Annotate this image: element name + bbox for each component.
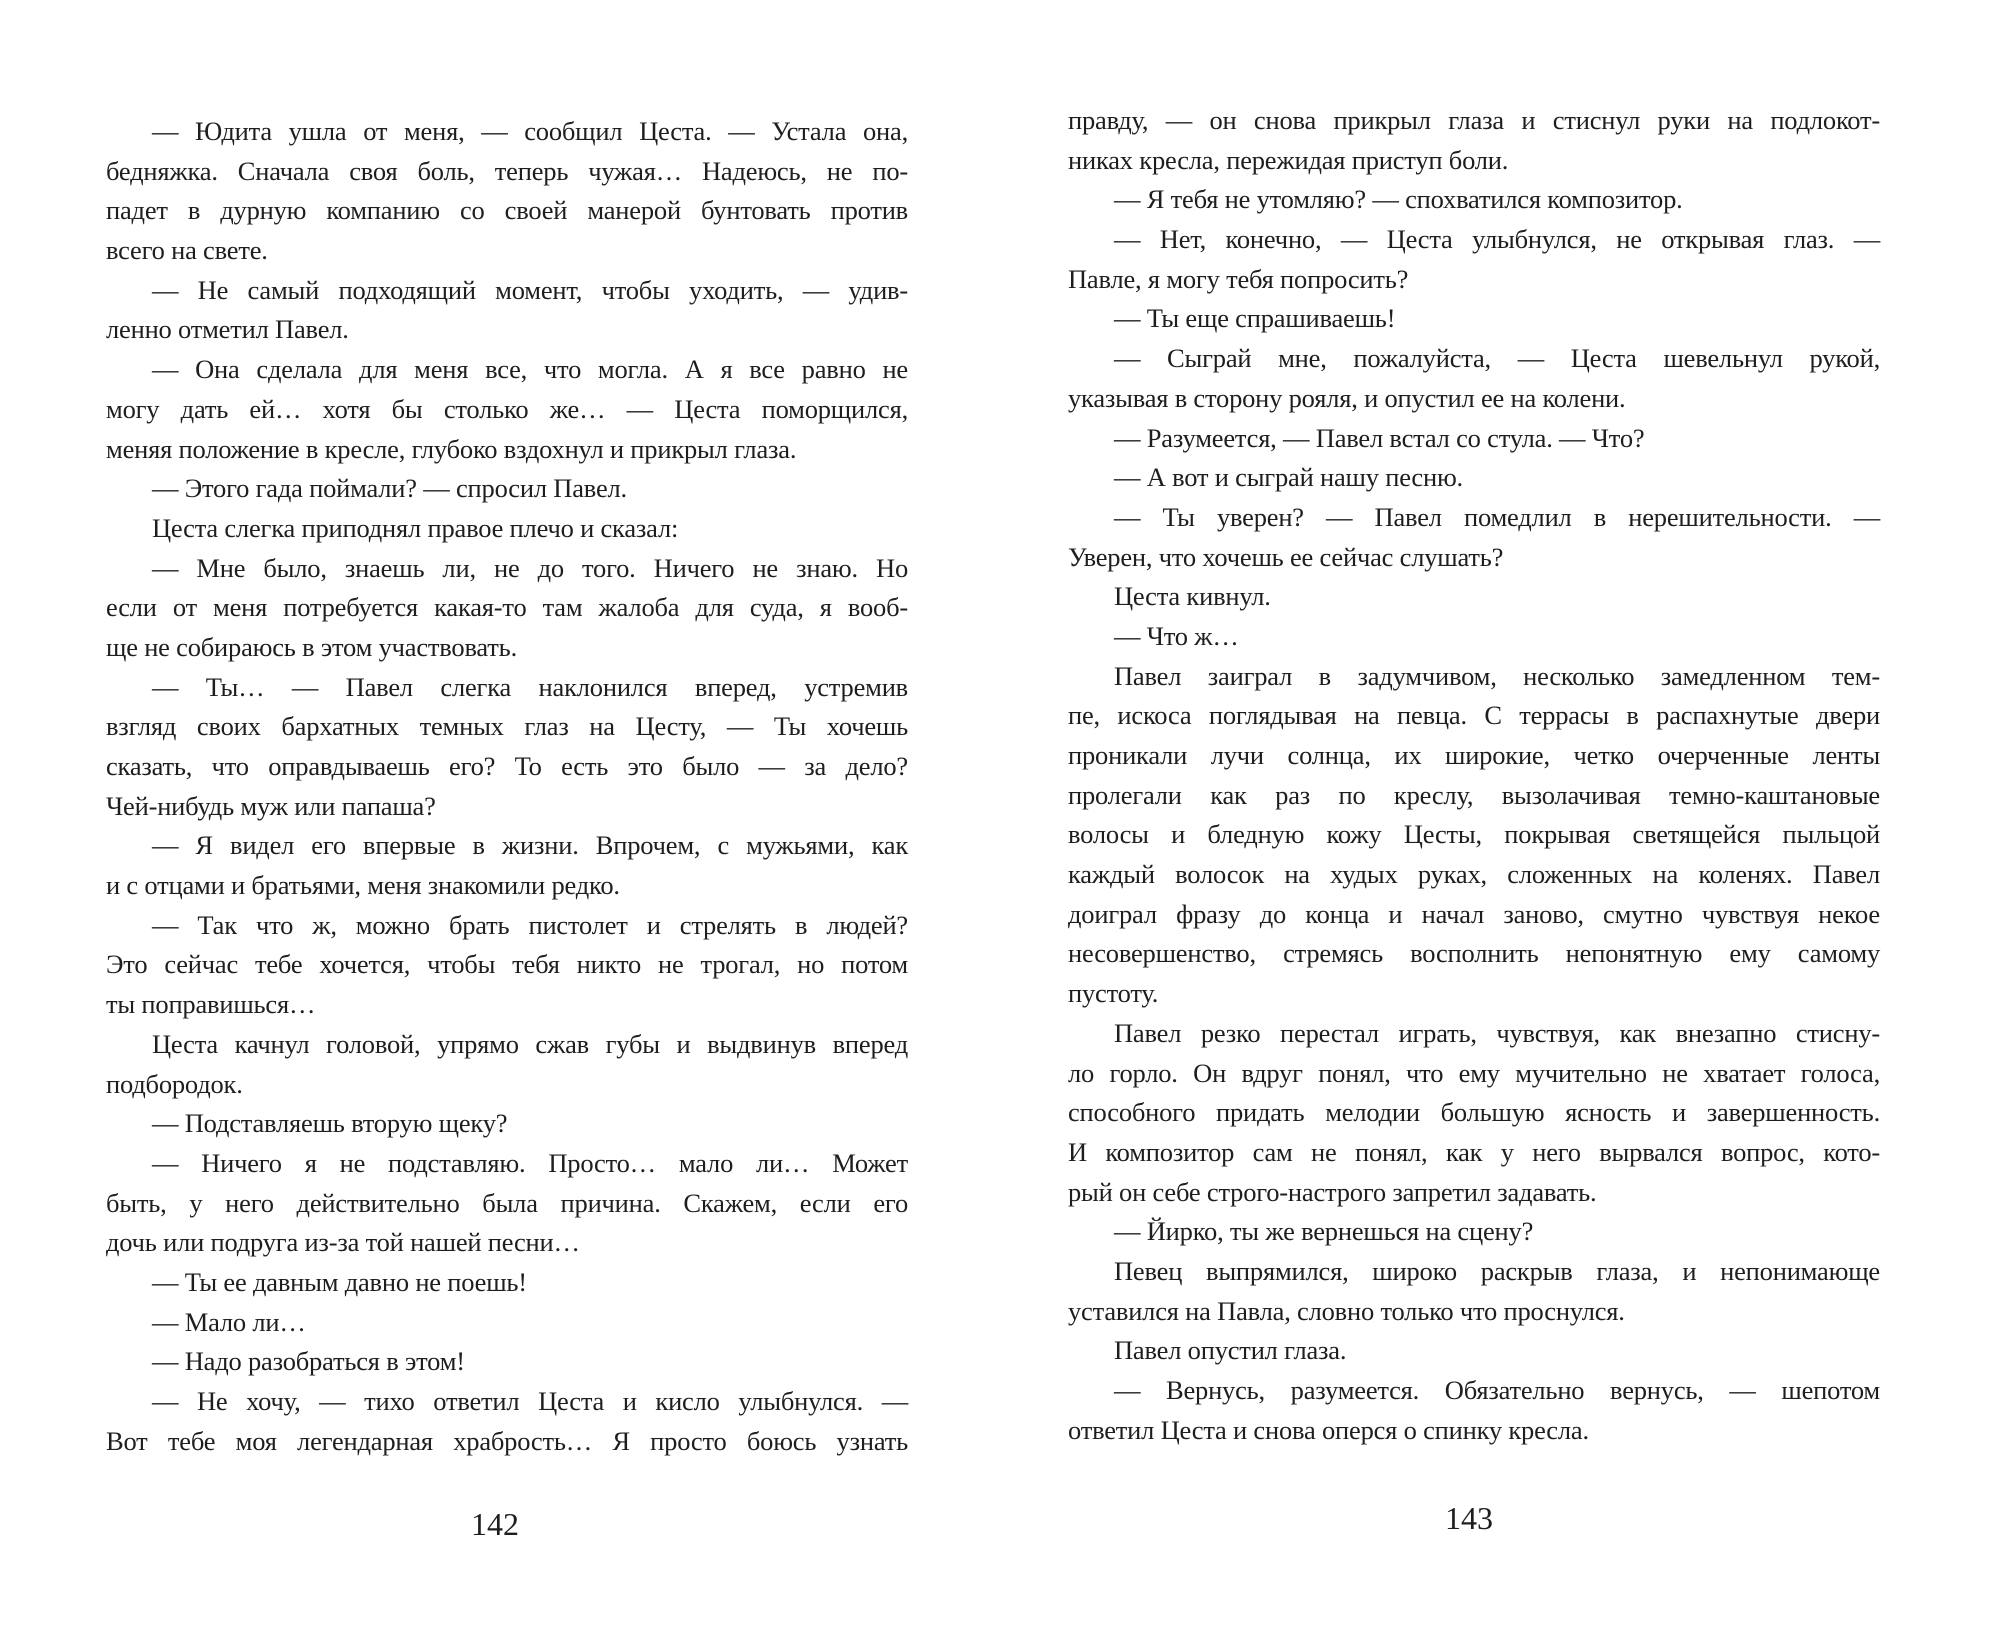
paragraph [1068, 1331, 1880, 1371]
paragraph [1068, 299, 1880, 339]
text-line: несовершенство, стремясь восполнить непонятную ему самому [1068, 938, 1880, 969]
text-line: — Я тебя не утомляю? — спохватился композитор. [1114, 184, 1683, 215]
text-line: Уверен, что хочешь ее сейчас слушать? [1068, 541, 1504, 572]
text-line: — Так что ж, можно брать пистолет и стрелять в людей? [152, 909, 908, 940]
text-line: сказать, что оправдываешь его? То есть это было — за дело? [106, 751, 908, 781]
text-line: никах кресла, пережидая приступ боли. [1068, 144, 1509, 175]
paragraph [106, 1303, 908, 1343]
text-line: Павел резко перестал играть, чувствуя, как внезапно стисну- [1114, 1017, 1880, 1048]
text-line: Павле, я могу тебя попросить? [1068, 263, 1409, 294]
text-line: меняя положение в кресле, глубоко вздохнул и прикрыл глаза. [106, 433, 797, 464]
text-line: Цеста качнул головой, упрямо сжав губы и выдвинув вперед [152, 1028, 908, 1059]
paragraph [1068, 1014, 1880, 1212]
paragraph [106, 906, 908, 1025]
text-line: ответил Цеста и снова оперся о спинку кресла. [1068, 1414, 1589, 1445]
right-page-text [1068, 101, 1880, 1450]
text-line: пролегали как раз по креслу, вызолачивая темно-каштановые [1068, 779, 1880, 810]
paragraph [1068, 339, 1880, 418]
left-page-text [106, 112, 908, 1461]
paragraph [1068, 1371, 1880, 1450]
paragraph [106, 1144, 908, 1263]
text-line: подбородок. [106, 1068, 243, 1099]
text-line: уставился на Павла, словно только что проснулся. [1068, 1295, 1625, 1326]
text-line: — Разумеется, — Павел встал со стула. — Что? [1114, 422, 1645, 453]
text-line: — Этого гада поймали? — спросил Павел. [152, 473, 627, 504]
paragraph [106, 469, 908, 509]
text-line: Цеста слегка приподнял правое плечо и сказал: [152, 512, 679, 543]
paragraph [106, 1382, 908, 1461]
text-line: указывая в сторону рояля, и опустил ее на колени. [1068, 382, 1626, 413]
text-line: волосы и бледную кожу Цесты, покрывая светящейся пыльцой [1068, 819, 1880, 850]
text-line: И композитор сам не понял, как у него вырвался вопрос, кото- [1068, 1136, 1880, 1167]
text-line: — Не самый подходящий момент, чтобы уходить, — удив- [152, 274, 908, 305]
paragraph [1068, 101, 1880, 180]
paragraph [1068, 419, 1880, 459]
text-line: — Ты еще спрашиваешь! [1114, 303, 1396, 334]
text-line: Павел заиграл в задумчивом, несколько замедленном тем- [1114, 660, 1880, 691]
text-line: Цеста кивнул. [1114, 581, 1271, 612]
text-line: доиграл фразу до конца и начал заново, смутно чувствуя некое [1068, 898, 1880, 929]
text-line: проникали лучи солнца, их широкие, четко очерченные ленты [1068, 740, 1880, 770]
paragraph [106, 112, 908, 271]
text-line: — Подставляешь вторую щеку? [152, 1108, 508, 1139]
paragraph [106, 1263, 908, 1303]
paragraph [106, 1104, 908, 1144]
text-line: каждый волосок на худых руках, сложенных на коленях. Павел [1068, 859, 1880, 890]
text-line: пустоту. [1068, 978, 1159, 1009]
text-line: — Что ж… [1114, 620, 1239, 651]
text-line: — Ты уверен? — Павел помедлил в нерешительности. — [1114, 501, 1880, 532]
text-line: взгляд своих бархатных темных глаз на Цесту, — Ты хочешь [106, 711, 908, 742]
paragraph [1068, 458, 1880, 498]
text-line: Певец выпрямился, широко раскрыв глаза, и непонимающе [1114, 1255, 1880, 1286]
text-line: рый он себе строго-настрого запретил задавать. [1068, 1176, 1597, 1207]
text-line: падет в дурную компанию со своей манерой бунтовать против [106, 195, 908, 226]
paragraph [1068, 180, 1880, 220]
text-line: дочь или подруга из-за той нашей песни… [106, 1227, 580, 1258]
paragraph [106, 1342, 908, 1382]
text-line: — Ничего я не подставляю. Просто… мало ли… Может [152, 1147, 908, 1178]
text-line: если от меня потребуется какая-то там жалоба для суда, я вооб- [106, 592, 908, 623]
text-line: правду, — он снова прикрыл глаза и стиснул руки на подлокот- [1068, 105, 1880, 135]
text-line: — Нет, конечно, — Цеста улыбнулся, не открывая глаз. — [1114, 224, 1880, 255]
text-line: Вот тебе моя легендарная храбрость… Я просто боюсь узнать [106, 1425, 908, 1456]
paragraph [106, 826, 908, 905]
left-page-number: 142 [471, 1506, 519, 1542]
text-line: — Она сделала для меня все, что могла. А я все равно не [152, 354, 908, 385]
paragraph [1068, 617, 1880, 657]
text-line: — Я видел его впервые в жизни. Впрочем, с мужьями, как [152, 830, 908, 861]
text-line: — А вот и сыграй нашу песню. [1114, 462, 1463, 493]
paragraph [106, 509, 908, 549]
text-line: ты поправишься… [106, 989, 316, 1020]
paragraph [1068, 577, 1880, 617]
text-line: — Ты ее давным давно не поешь! [152, 1266, 527, 1297]
text-line: способного придать мелодии большую ясность и завершенность. [1068, 1097, 1880, 1128]
text-line: — Не хочу, — тихо ответил Цеста и кисло улыбнулся. — [152, 1386, 908, 1416]
text-line: бедняжка. Сначала своя боль, теперь чужая… Надеюсь, не по- [106, 155, 908, 186]
paragraph [1068, 498, 1880, 577]
right-page-number: 143 [1445, 1500, 1493, 1536]
text-line: Чей-нибудь муж или папаша? [106, 790, 436, 821]
paragraph [106, 1025, 908, 1104]
paragraph [1068, 657, 1880, 1014]
text-line: пе, искоса поглядывая на певца. С террасы в распахнутые двери [1068, 700, 1880, 731]
paragraph [1068, 1212, 1880, 1252]
text-line: ло горло. Он вдруг понял, что ему мучительно не хватает голоса, [1068, 1057, 1880, 1088]
text-line: — Юдита ушла от меня, — сообщил Цеста. — Устала она, [152, 116, 908, 146]
text-line: — Ты… — Павел слегка наклонился вперед, устремив [152, 671, 908, 702]
text-line: — Сыграй мне, пожалуйста, — Цеста шевельнул рукой, [1114, 343, 1880, 374]
text-line: и с отцами и братьями, меня знакомили редко. [106, 870, 620, 901]
text-line: — Надо разобраться в этом! [152, 1346, 465, 1377]
text-line: — Мало ли… [152, 1306, 306, 1337]
text-line: ленно отметил Павел. [106, 314, 349, 345]
text-line: Павел опустил глаза. [1114, 1335, 1347, 1366]
text-line: — Йирко, ты же вернешься на сцену? [1114, 1216, 1534, 1247]
paragraph [106, 668, 908, 827]
text-line: ще не собираюсь в этом участвовать. [106, 631, 517, 662]
text-line: — Вернусь, разумеется. Обязательно вернусь, — шепотом [1114, 1375, 1880, 1405]
paragraph [106, 271, 908, 350]
text-line: быть, у него действительно была причина. Скажем, если его [106, 1187, 908, 1218]
paragraph [106, 549, 908, 668]
paragraph [1068, 1252, 1880, 1331]
text-line: всего на свете. [106, 235, 268, 266]
paragraph [1068, 220, 1880, 299]
text-line: могу дать ей… хотя бы столько же… — Цеста поморщился, [106, 393, 908, 424]
paragraph [106, 350, 908, 469]
text-line: Это сейчас тебе хочется, чтобы тебя никто не трогал, но потом [106, 949, 908, 980]
text-line: — Мне было, знаешь ли, не до того. Ничего не знаю. Но [152, 552, 908, 583]
